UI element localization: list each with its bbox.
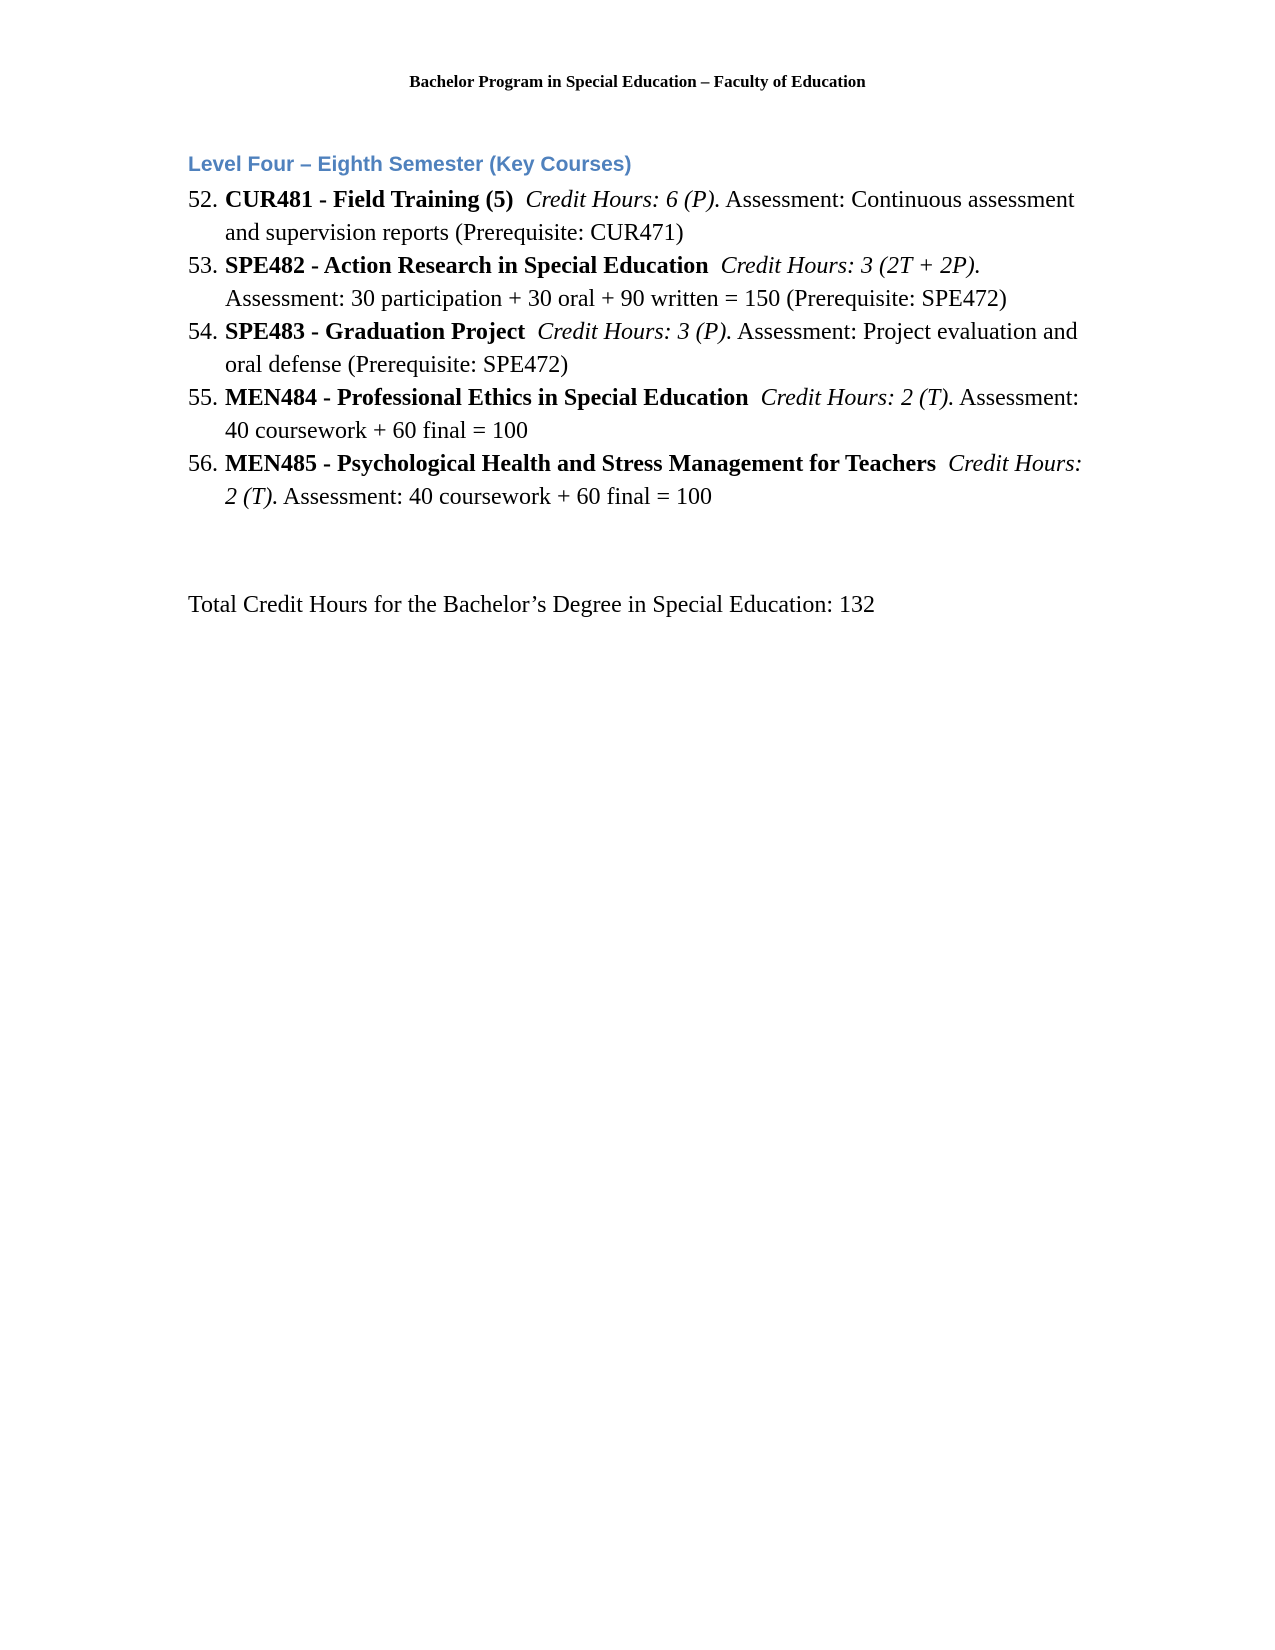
course-code: MEN484: [225, 385, 317, 411]
course-code: SPE482: [225, 253, 306, 279]
course-separator: -: [317, 385, 337, 411]
course-item-56: [188, 448, 1088, 514]
course-separator: -: [317, 451, 337, 477]
course-code: SPE483: [225, 319, 306, 345]
course-number: 54.: [188, 319, 218, 345]
course-separator: -: [305, 319, 326, 345]
course-separator: -: [313, 187, 333, 213]
course-assessment: Assessment: Project evaluation and oral defense (Prerequisite: SPE472): [225, 319, 1078, 378]
course-item-55: [188, 382, 1088, 448]
section-heading: Level Four – Eighth Semester (Key Courses): [188, 153, 632, 176]
course-title: Professional Ethics in Special Education: [337, 385, 749, 411]
page-header: Bachelor Program in Special Education – Faculty of Education: [409, 72, 866, 91]
course-code: MEN485: [225, 451, 317, 477]
course-title: Field Training (5): [333, 187, 514, 213]
course-assessment: Assessment: 40 coursework + 60 final = 100: [283, 484, 713, 510]
course-credit-hours: Credit Hours: 6 (P).: [525, 187, 721, 213]
course-code: CUR481: [225, 187, 313, 213]
course-list: [188, 184, 1088, 514]
course-number: 55.: [188, 385, 218, 411]
course-credit-hours: Credit Hours: 3 (2T + 2P).: [720, 253, 981, 279]
course-title: Graduation Project: [325, 319, 526, 345]
course-assessment: Assessment: Continuous assessment and supervision reports (Prerequisite: CUR471): [225, 187, 1075, 246]
course-item-52: [188, 184, 1088, 250]
course-number: 53.: [188, 253, 218, 279]
course-credit-hours: Credit Hours: 3 (P).: [537, 319, 733, 345]
course-item-53: [188, 250, 1088, 316]
course-credit-hours: Credit Hours: 2 (T).: [225, 451, 1083, 510]
course-separator: -: [305, 253, 324, 279]
course-credit-hours: Credit Hours: 2 (T).: [760, 385, 955, 411]
course-item-54: [188, 316, 1088, 382]
course-assessment: Assessment: 40 coursework + 60 final = 100: [225, 385, 1080, 444]
course-number: 56.: [188, 451, 218, 477]
course-number: 52.: [188, 187, 218, 213]
course-assessment: Assessment: 30 participation + 30 oral + 90 written = 150 (Prerequisite: SPE472): [225, 286, 1007, 312]
total-credit-hours: Total Credit Hours for the Bachelor’s Degree in Special Education: 132: [188, 592, 876, 618]
course-title: Psychological Health and Stress Management for Teachers: [337, 451, 937, 477]
course-title: Action Research in Special Education: [323, 253, 709, 279]
